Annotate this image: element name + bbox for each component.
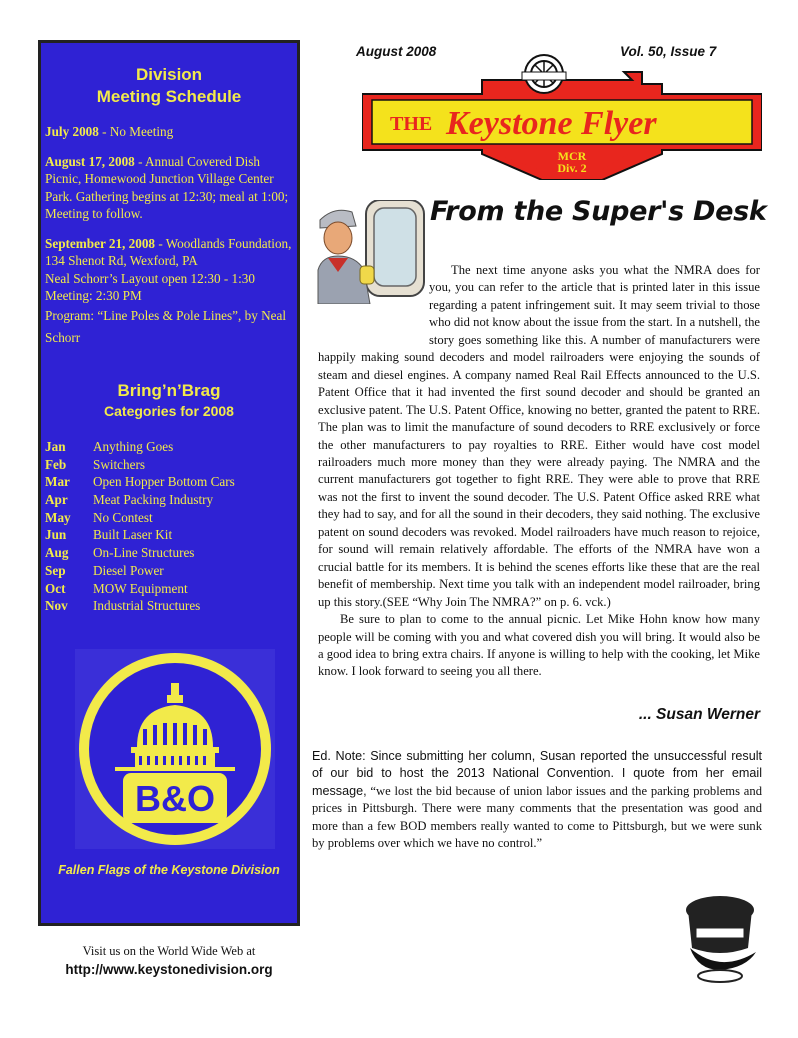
list-item: Mar Open Hopper Bottom Cars (45, 474, 235, 490)
masthead-the: THE (390, 113, 433, 135)
sidebar-title-line2: Meeting Schedule (96, 87, 242, 106)
editor-note (312, 748, 762, 852)
wrap-spacer (318, 262, 429, 332)
capitol-dome-icon (75, 649, 275, 849)
list-item: May No Contest (45, 509, 153, 525)
keystone-flyer-masthead (362, 54, 762, 180)
article-paragraph: Be sure to plan to come to the annual picnic. Let Mike Hohn know how many people will be coming with you and what covered dish you will bring. It would also be a good idea to bring extra chairs. If anyone is willing to help with the cooking, let Mike know. I look forward to seeing you all there. (318, 612, 760, 679)
meeting-detail: Program: “Line Poles & Pole Lines”, by Neal Schorr (45, 307, 286, 345)
logo-caption: Fallen Flags of the Keystone Division (58, 863, 280, 877)
list-item: Jun Built Laser Kit (45, 527, 173, 543)
bring-subtitle: Categories for 2008 (104, 403, 234, 419)
bo-railroad-logo (75, 649, 275, 849)
list-item: Jan Anything Goes (45, 439, 174, 454)
masthead-division: Div. 2 (557, 161, 587, 175)
conductor-hat-icon (676, 890, 764, 984)
bring-title: Bring’n’Brag (117, 381, 221, 400)
editor-note-quote: “we lost the bid because of union labor issues and the parking problems and prices in Pittsburgh. There were many comments that the presentation was good and more than a few BOD members really wanted to come to Pittsburgh, but we were sunk by problems over which we have no control.” (312, 783, 762, 851)
article-title: From the Super's Desk (430, 196, 767, 227)
meeting-detail: Neal Schorr’s Layout open 12:30 - 1:30 (45, 270, 255, 286)
website-link[interactable]: http://www.keystonedivision.org (65, 962, 273, 977)
list-item: Feb Switchers (45, 456, 146, 472)
editor-note-lead: Ed. Note: Since submitting her column, Susan reported the unsuccessful result of our bid to host the 2013 National Convention. I quote from her email message, (312, 749, 762, 798)
meeting-schedule (45, 123, 297, 349)
issue-date: August 2008 (356, 44, 437, 59)
article-paragraph: The next time anyone asks you what the NMRA does for you, you can refer to the article that is printed later in this issue regarding a patent infringement suit. It may seem trivial to those who did not know about the issue from the start. In a nutshell, the story goes something like this. A number of manufacturers were happily making sound decoders and model railroaders were enjoying the sounds of steam and diesel engines. A company named Real Rail Effects announced to the U.S. Patent Office that it had invented the first sound decoder and should be granted an exclusive patent. The U.S. Patent Office, knowing no better, granted the patent to RRE. The plan was to limit the manufacture of sound decoders to RRE exclusively or force the other manufacturers to pay royalties to RRE. Either would have cost model railroaders much more money than they were already paying. The NMRA and the current manufacturers got together to fight RRE. They were able to prove that RRE was not the first to invent the sound decoder. The U.S. Patent Office asked RRE what they had to say, and for all the sound in their decoders, they said nothing. The exclusive patent on sound decoders was revoked. Model railroaders have much reason to rejoice, for sound will remain relatively affordable. The efforts of the NMRA have won a crucial battle for its members. It is behind the scenes efforts like these that are the real benefit of membership. Next time you talk with an independent model railroader, bring up this story.(SEE “Why Join The NMRA?” on p. 6. vck.) (318, 263, 760, 609)
meeting-detail: Meeting: 2:30 PM (45, 288, 142, 303)
issue-number: Vol. 50, Issue 7 (620, 44, 717, 59)
meeting-item: August 17, 2008 - Annual Covered Dish Picnic, Homewood Junction Village Center Park. Gathering begins at 12:30; meal at 1:00; Meeting to follow. (45, 153, 289, 221)
masthead-title: Keystone Flyer (446, 105, 657, 142)
list-item: Aug On-Line Structures (45, 545, 195, 561)
list-item: Sep Diesel Power (45, 562, 164, 578)
article-signature: ... Susan Werner (638, 706, 760, 723)
sidebar (38, 40, 300, 926)
article-body (318, 262, 760, 681)
website-prompt: Visit us on the World Wide Web at (82, 944, 256, 958)
list-item: Oct MOW Equipment (45, 580, 188, 596)
list-item: Apr Meat Packing Industry (45, 492, 214, 508)
meeting-item: September 21, 2008 - Woodlands Foundation, 134 Shenot Rd, Wexford, PA (45, 235, 292, 268)
category-list (45, 438, 295, 615)
bring-n-brag-heading (41, 381, 297, 419)
sidebar-title-line1: Division (135, 65, 203, 84)
list-item: Nov Industrial Structures (45, 598, 201, 614)
masthead-mcr: MCR (557, 149, 587, 163)
bo-logo-text: B&O (135, 778, 215, 819)
meeting-item: July 2008 - No Meeting (45, 124, 174, 139)
